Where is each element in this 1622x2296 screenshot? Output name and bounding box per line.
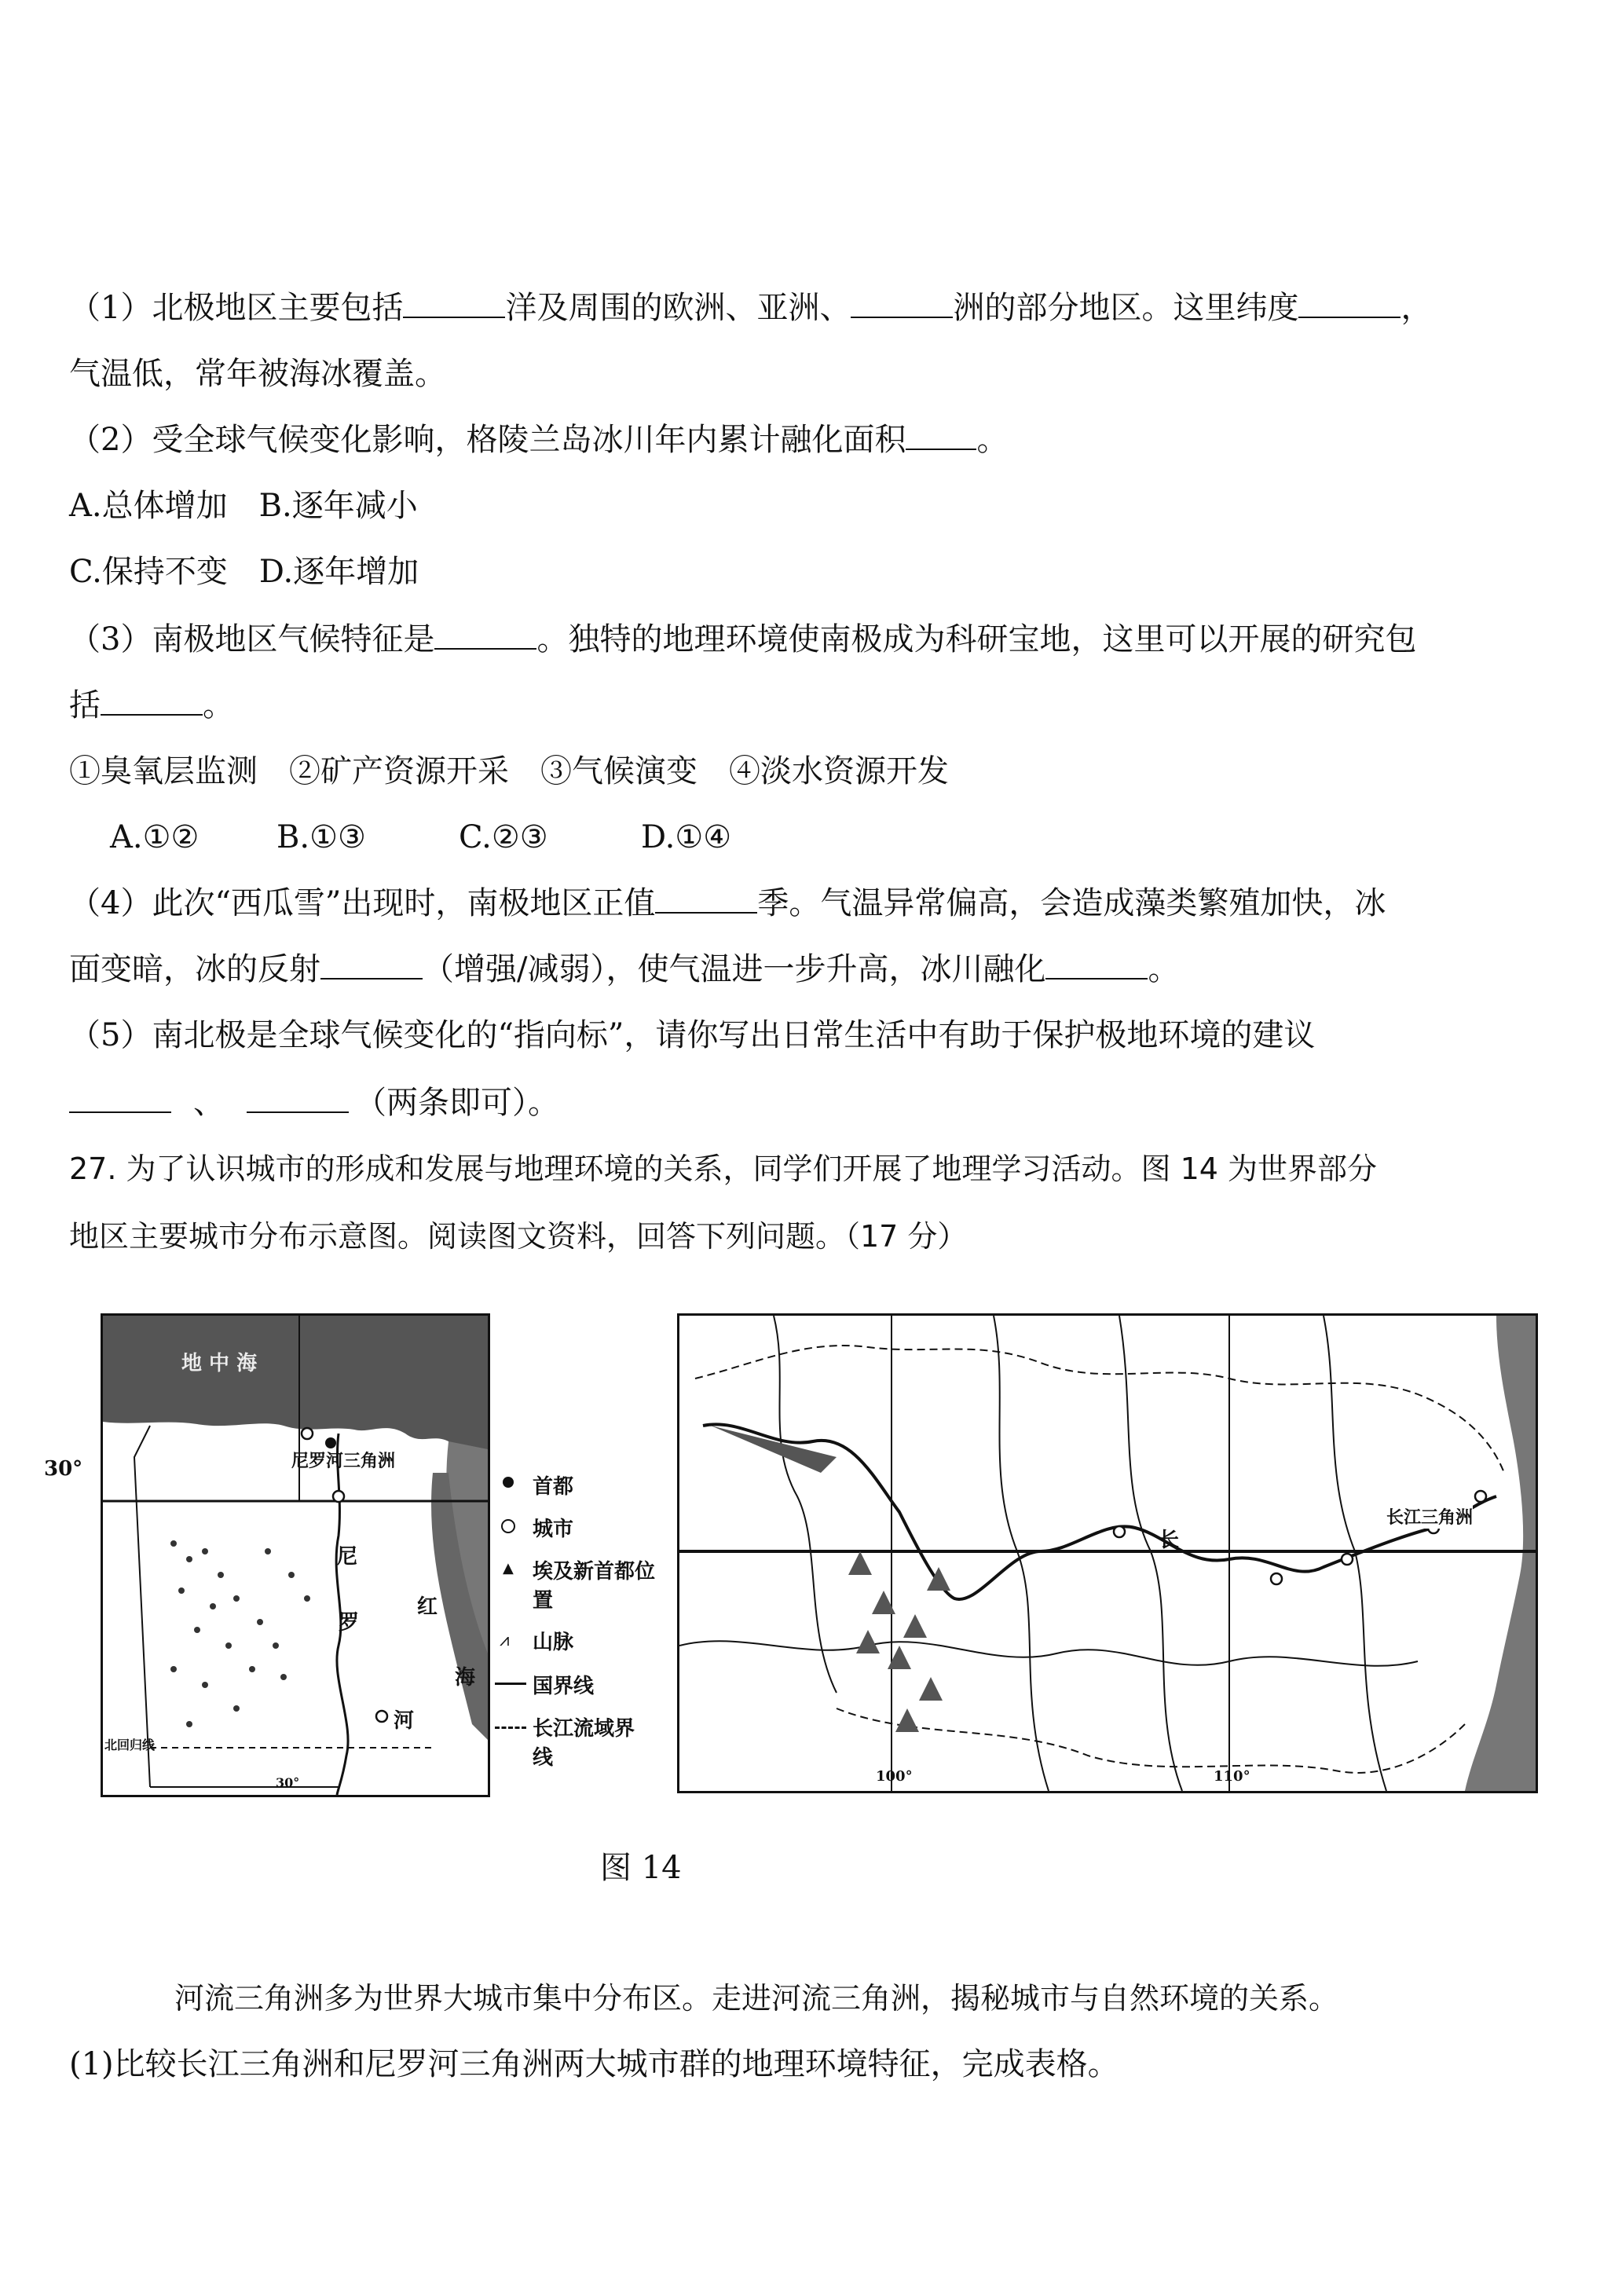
map-legend xyxy=(495,1477,676,1775)
q26-part2-options-cd: C.保持不变 D.逐年增加 xyxy=(69,554,419,590)
nile-label-ni: 尼 xyxy=(337,1545,358,1569)
lon-110-label: 110° xyxy=(1214,1768,1250,1785)
option-c: C.②③ xyxy=(459,819,548,855)
option-b: B.①③ xyxy=(276,819,366,855)
q26-part1-line1: （1）北极地区主要包括 洋及周围的欧洲、亚洲、 洲的部分地区。这里纬度 ， xyxy=(69,290,1433,326)
legend-basin-boundary: 长江流域界线 xyxy=(533,1717,635,1770)
paragraph-delta: 河流三角洲多为世界大城市集中分布区。走进河流三角洲，揭秘城市与自然环境的关系。 xyxy=(174,1981,1339,2016)
nile-delta-label: 尼罗河三角洲 xyxy=(291,1451,396,1471)
red-sea-label-hong: 红 xyxy=(417,1595,438,1619)
q26-part4-line1: （4）此次“西瓜雪”出现时，南极地区正值 季。气温异常偏高，会造成藻类繁殖加快，冰 xyxy=(69,885,1386,921)
lon-100-label: 100° xyxy=(876,1768,913,1785)
legend-new-capital: 埃及新首都位置 xyxy=(533,1560,656,1613)
nile-label-he: 河 xyxy=(394,1709,415,1733)
city-symbol-icon xyxy=(501,1519,515,1533)
nile-map-drawing xyxy=(103,1316,488,1795)
q27-stem-line2: 地区主要城市分布示意图。阅读图文资料，回答下列问题。（17 分） xyxy=(69,1219,968,1254)
new-capital-symbol-icon: ▲ xyxy=(503,1560,514,1576)
nile-label-luo: 罗 xyxy=(339,1611,360,1635)
nile-map xyxy=(101,1313,490,1797)
capital-symbol-icon xyxy=(503,1477,514,1488)
option-a: A.①② xyxy=(110,819,200,855)
mediterranean-label: 地 中 海 xyxy=(181,1352,258,1375)
q26-part1-line2: 气温低，常年被海冰覆盖。 xyxy=(69,356,446,392)
tropic-line-label: 北回归线 xyxy=(104,1738,156,1752)
lon-30-label: 30° xyxy=(276,1775,300,1790)
q26-part3-items: ①臭氧层监测 ②矿产资源开采 ③气候演变 ④淡水资源开发 xyxy=(69,753,949,789)
red-sea-label-hai: 海 xyxy=(455,1666,476,1690)
q26-part2: （2）受全球气候变化影响，格陵兰岛冰川年内累计融化面积 。 xyxy=(69,422,1009,458)
yangtze-label-chang: 长 xyxy=(1159,1529,1180,1552)
q26-part3-options xyxy=(110,815,731,859)
legend-city: 城市 xyxy=(533,1518,574,1541)
q26-part2-options-ab: A.总体增加 B.逐年减小 xyxy=(69,488,418,524)
q26-part5-line1: （5）南北极是全球气候变化的“指向标”，请你写出日常生活中有助于保护极地环境的建议 xyxy=(69,1017,1316,1053)
legend-border: 国界线 xyxy=(533,1675,595,1698)
q27-stem-line1: 27. 为了认识城市的形成和发展与地理环境的关系，同学们开展了地理学习活动。图 14 为世界部分 xyxy=(69,1152,1378,1186)
yangtze-delta-label: 长江三角洲 xyxy=(1386,1504,1473,1529)
legend-mountain: 山脉 xyxy=(533,1631,574,1654)
q26-part3-line1: （3）南极地区气候特征是 。独特的地理环境使南极成为科研宝地，这里可以开展的研究包 xyxy=(69,621,1417,657)
yangtze-map-drawing xyxy=(679,1316,1536,1791)
yangtze-map xyxy=(677,1313,1538,1793)
border-symbol-icon xyxy=(495,1683,526,1685)
q27-part1: (1)比较长江三角洲和尼罗河三角洲两大城市群的地理环境特征，完成表格。 xyxy=(69,2046,1119,2082)
lat-30-left-label: 30° xyxy=(44,1457,83,1481)
option-d: D.①④ xyxy=(641,819,732,855)
basin-line-symbol-icon xyxy=(495,1727,526,1729)
mountain-symbol-icon: ⩘ xyxy=(500,1631,510,1650)
legend-capital: 首都 xyxy=(533,1475,574,1499)
q26-part4-line2: 面变暗，冰的反射 （增强/减弱），使气温进一步升高，冰川融化 。 xyxy=(69,951,1180,987)
q26-part5-line2: 、 （两条即可）。 xyxy=(69,1081,559,1125)
q26-part3-line2: 括 。 xyxy=(69,687,234,723)
figure-caption: 图 14 xyxy=(600,1850,682,1886)
